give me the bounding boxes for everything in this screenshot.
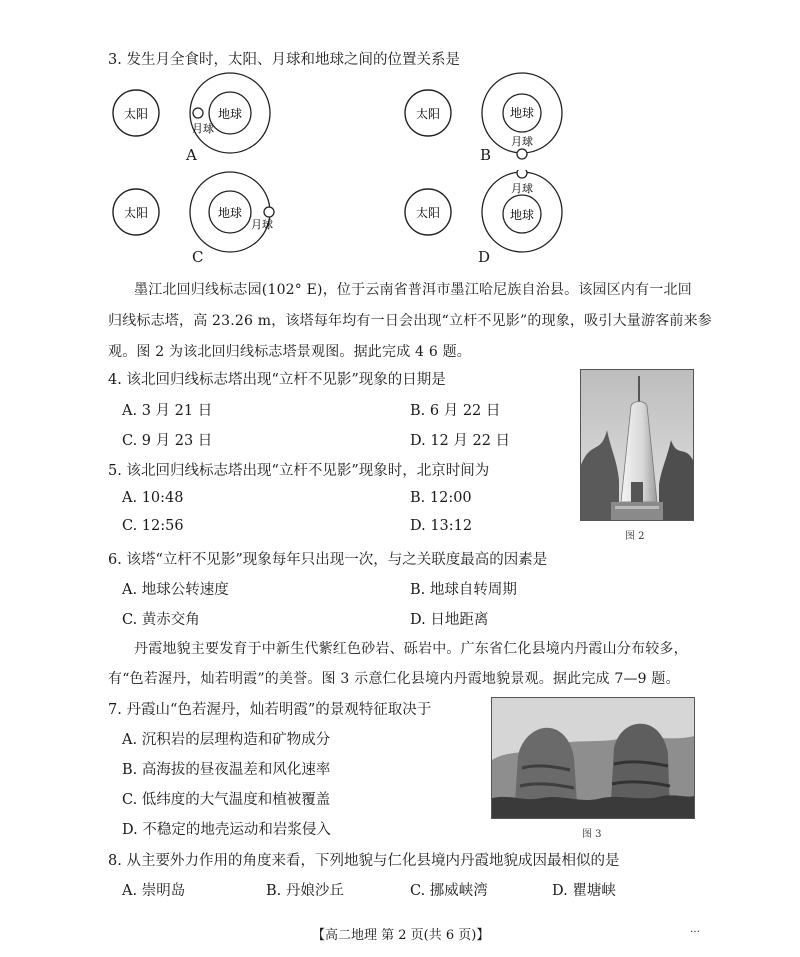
q3-stem: 3. 发生月全食时，太阳、月球和地球之间的位置关系是 [108,52,460,68]
sun-label: 太阳 [123,107,149,121]
option-letter-a: A [186,146,197,164]
earth-label: 地球 [509,208,535,222]
q5-option-b: B. 12:00 [410,490,472,506]
q6-option-c: C. 黄赤交角 [122,612,200,628]
moon-circle [264,207,274,217]
q5-stem: 5. 该北回归线标志塔出现“立杆不见影”现象时，北京时间为 [108,463,490,479]
sun-label: 太阳 [415,107,441,121]
q7-stem: 7. 丹霞山“色若渥丹，灿若明霞”的景观特征取决于 [108,702,432,718]
q4-option-a: A. 3 月 21 日 [122,403,213,419]
q7-option-d: D. 不稳定的地壳运动和岩浆侵入 [122,822,331,838]
q4-option-b: B. 6 月 22 日 [410,403,501,419]
q8-option-b: B. 丹娘沙丘 [266,883,344,899]
q6-option-b: B. 地球自转周期 [410,582,517,598]
figure-3-caption: 图 3 [582,829,602,840]
option-letter-b: B [480,146,492,164]
q5-option-c: C. 12:56 [122,518,184,534]
danxia-illustration [492,698,694,818]
q4-option-c: C. 9 月 23 日 [122,433,213,449]
earth-label: 地球 [217,107,243,121]
moon-circle [517,170,527,178]
page-footer: 【高二地理 第 2 页(共 6 页)】 [312,928,490,943]
sun-label: 太阳 [123,206,149,220]
passage2-line-2: 有“色若渥丹，灿若明霞”的美誉。图 3 示意仁化县境内丹霞地貌景观。据此完成 7—9 题。 [108,671,680,687]
option-letter-c: C [192,248,204,266]
footer-mark: … [690,924,700,935]
moon-circle [517,149,527,159]
passage2-line-1: 丹霞地貌主要发育于中新生代紫红色砂岩、砾岩中。广东省仁化县境内丹霞山分布较多， [134,641,688,657]
q8-stem: 8. 从主要外力作用的角度来看，下列地貌与仁化县境内丹霞地貌成因最相似的是 [108,853,620,869]
q5-option-a: A. 10:48 [122,490,184,506]
moon-circle [193,108,203,118]
earth-label: 地球 [509,106,535,120]
diagram-b [400,70,590,170]
q7-option-c: C. 低纬度的大气温度和植被覆盖 [122,792,331,808]
passage1-line-1: 墨江北回归线标志园(102° E)，位于云南省普洱市墨江哈尼族自治县。该园区内有一北回 [134,282,692,298]
figure-3-danxia-photo [491,697,695,819]
q6-stem: 6. 该塔“立杆不见影”现象每年只出现一次，与之关联度最高的因素是 [108,552,548,568]
diagram-a [108,70,298,170]
option-letter-d: D [478,248,491,266]
tower-illustration [581,370,693,520]
q4-stem: 4. 该北回归线标志塔出现“立杆不见影”现象的日期是 [108,372,446,388]
q8-option-a: A. 崇明岛 [122,883,186,899]
passage1-line-2: 归线标志塔，高 23.26 m，该塔每年均有一日会出现“立杆不见影”的现象，吸引大量游客前来参 [108,313,712,329]
figure-2-tower-photo [580,369,694,521]
q8-option-c: C. 挪威峡湾 [410,883,488,899]
diagram-c [108,170,298,260]
passage1-line-3: 观。图 2 为该北回归线标志塔景观图。据此完成 4 6 题。 [108,344,471,360]
q7-option-a: A. 沉积岩的层理构造和矿物成分 [122,732,331,748]
moon-label: 月球 [511,135,533,148]
q6-option-d: D. 日地距离 [410,612,489,628]
earth-label: 地球 [217,206,243,220]
q4-option-d: D. 12 月 22 日 [410,433,511,449]
q5-option-d: D. 13:12 [410,518,473,534]
moon-label: 月球 [251,218,273,231]
figure-2-caption: 图 2 [625,531,645,542]
moon-label: 月球 [511,182,533,195]
q6-option-a: A. 地球公转速度 [122,582,229,598]
sun-label: 太阳 [415,206,441,220]
moon-label: 月球 [192,122,214,135]
q8-option-d: D. 瞿塘峡 [552,883,616,899]
diagram-d [400,170,590,260]
q7-option-b: B. 高海拔的昼夜温差和风化速率 [122,762,331,778]
